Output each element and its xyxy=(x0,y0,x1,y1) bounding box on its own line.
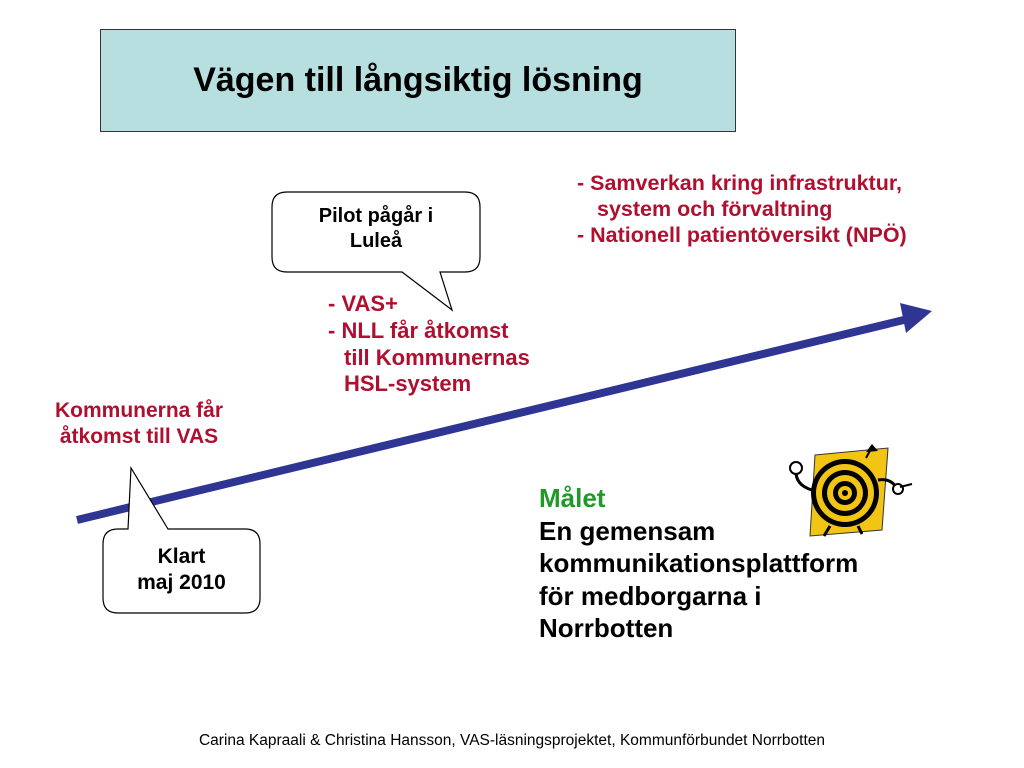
timeline-arrowhead xyxy=(900,303,932,333)
goal-line-2: kommunikationsplattform xyxy=(539,548,859,578)
milestone-end-line-1: - Samverkan kring infrastruktur, xyxy=(577,171,902,195)
milestone-middle-line-3: till Kommunernas xyxy=(344,344,530,370)
goal-label: Målet xyxy=(539,483,606,513)
slide-title: Vägen till långsiktig lösning xyxy=(193,61,643,99)
milestone-middle-line-1: - VAS+ xyxy=(328,291,398,316)
milestone-end-line-3: - Nationell patientöversikt (NPÖ) xyxy=(577,223,907,248)
footer-credit: Carina Kapraali & Christina Hansson, VAS-läsningsprojektet, Kommunförbundet Norrbotten xyxy=(198,732,826,749)
milestone-end-line-2: system och förvaltning xyxy=(597,197,833,222)
milestone-middle xyxy=(328,291,530,398)
goal-line-1: En gemensam xyxy=(539,515,716,546)
goal-block xyxy=(539,482,858,645)
klart-line-2: maj 2010 xyxy=(137,571,226,595)
goal-line-3: för medborgarna i xyxy=(539,580,762,611)
milestone-start-line-2: åtkomst till VAS xyxy=(59,424,219,448)
milestone-middle-line-4: HSL-system xyxy=(344,371,472,397)
milestone-end xyxy=(577,170,907,249)
klart-line-1: Klart xyxy=(157,545,206,568)
goal-line-4: Norrbotten xyxy=(539,613,674,643)
milestone-start xyxy=(14,398,264,449)
klart-callout-text xyxy=(103,544,260,597)
milestone-middle-line-2: - NLL får åtkomst xyxy=(328,317,509,343)
pilot-callout-text xyxy=(272,204,480,254)
milestone-start-line-1: Kommunerna får xyxy=(54,399,224,422)
pilot-line-2: Luleå xyxy=(349,230,403,252)
pilot-line-1: Pilot pågår i xyxy=(318,205,434,227)
